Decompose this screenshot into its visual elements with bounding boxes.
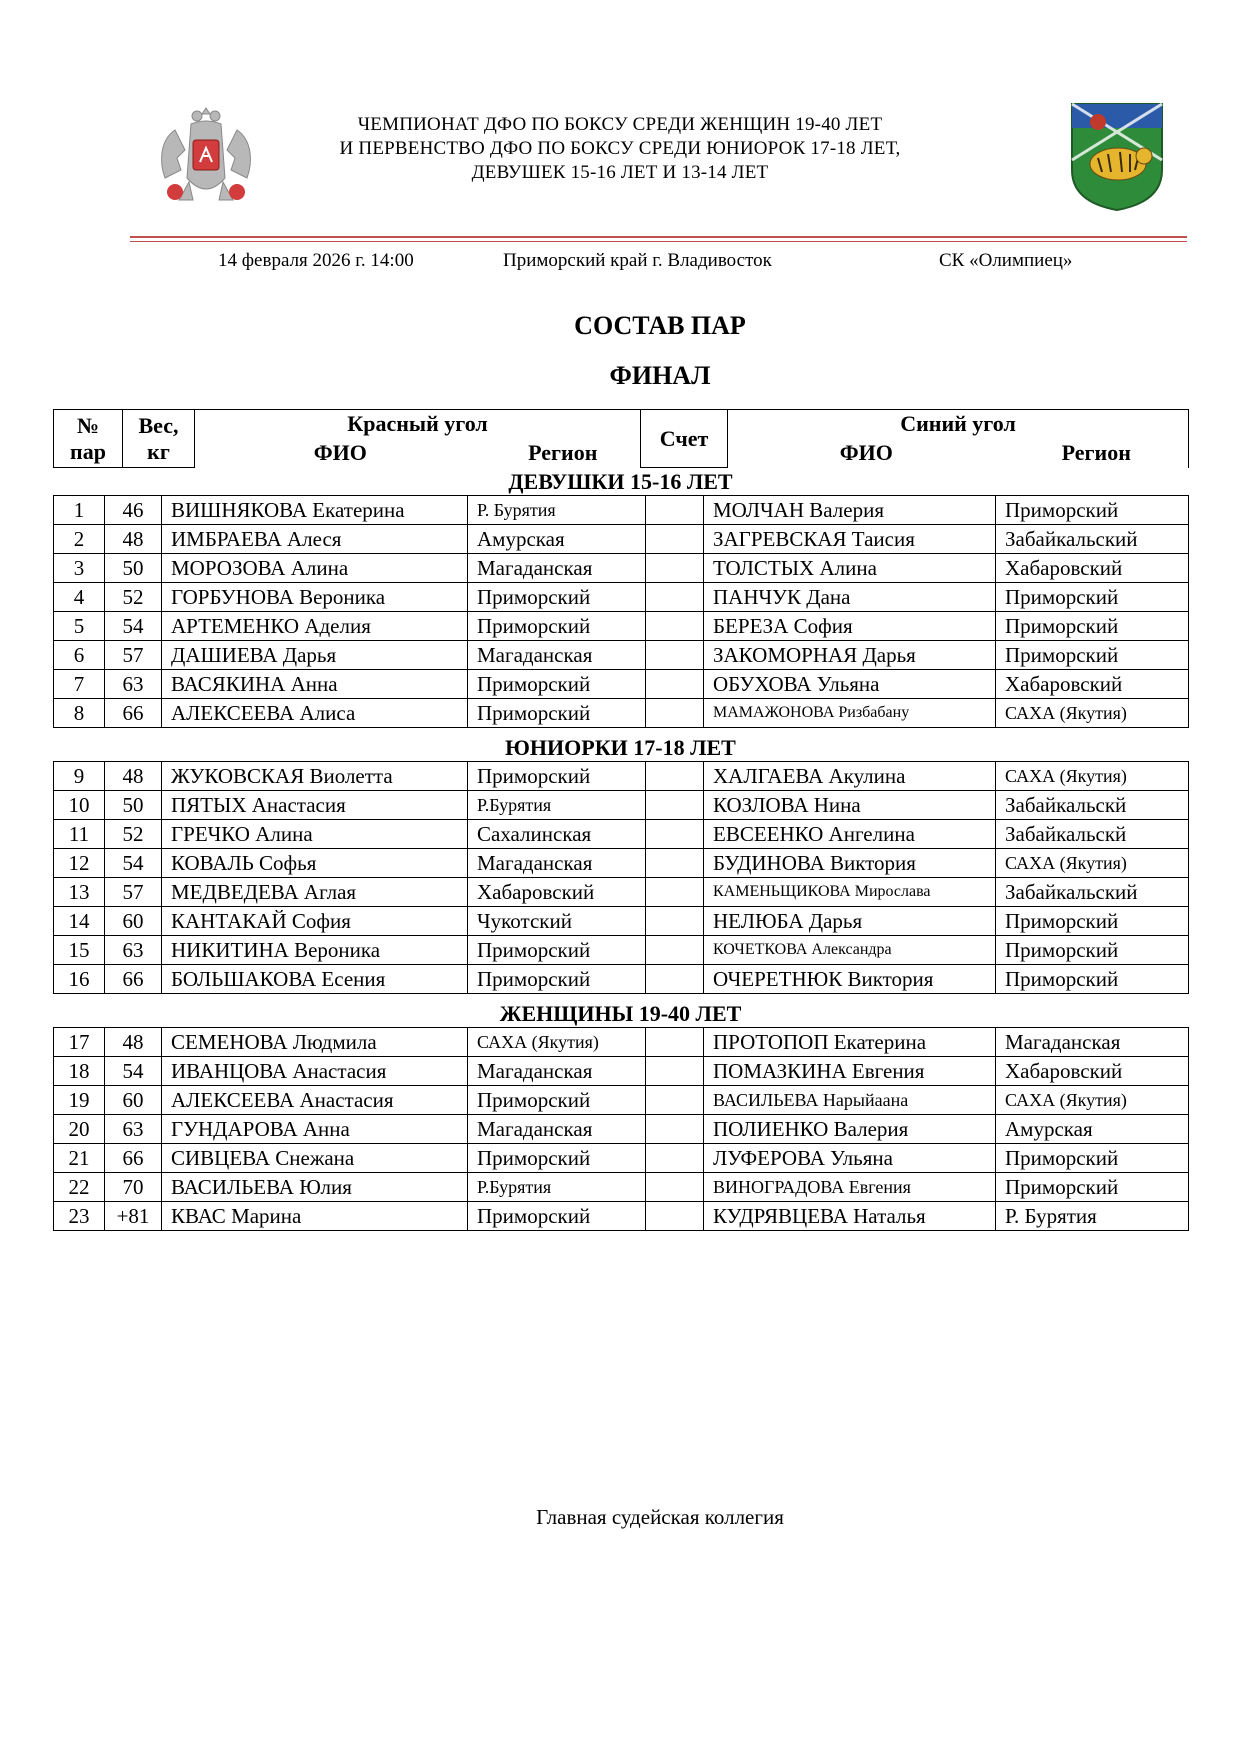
- blue-name-cell: БЕРЕЗА София: [704, 612, 996, 641]
- blue-name-cell: КАМЕНЬЩИКОВА Мирослава: [704, 878, 996, 907]
- blue-name-cell: МАМАЖОНОВА Ризбабану: [704, 699, 996, 728]
- red-region-cell: Амурская: [468, 525, 646, 554]
- table-row: [54, 849, 1189, 878]
- red-region-cell: Магаданская: [468, 849, 646, 878]
- table-row: [54, 583, 1189, 612]
- section-title-girls-15-16: ДЕВУШКИ 15-16 ЛЕТ: [508, 469, 733, 494]
- event-venue: СК «Олимпиец»: [939, 250, 1073, 271]
- blue-region-cell: САХА (Якутия): [996, 699, 1189, 728]
- table-row: [54, 525, 1189, 554]
- red-region-cell: Приморский: [468, 699, 646, 728]
- red-region-cell: Приморский: [468, 612, 646, 641]
- pairs-table-juniors-17-18: [53, 761, 1189, 994]
- weight-cell: 52: [105, 820, 162, 849]
- red-name-cell: АЛЕКСЕЕВА Алиса: [162, 699, 468, 728]
- blue-name-cell: КОЧЕТКОВА Александра: [704, 936, 996, 965]
- weight-cell: 66: [105, 1144, 162, 1173]
- blue-region-cell: САХА (Якутия): [996, 1086, 1189, 1115]
- title-line-3: ДЕВУШЕК 15-16 ЛЕТ И 13-14 ЛЕТ: [471, 162, 769, 183]
- weight-cell: 70: [105, 1173, 162, 1202]
- red-name-cell: ПЯТЫХ Анастасия: [162, 791, 468, 820]
- weight-cell: 50: [105, 554, 162, 583]
- championship-title: [300, 113, 940, 185]
- red-name-cell: КАНТАКАЙ София: [162, 907, 468, 936]
- red-region-cell: Приморский: [468, 965, 646, 994]
- pair-number-cell: 16: [54, 965, 105, 994]
- pair-number-cell: 13: [54, 878, 105, 907]
- red-region-cell: Сахалинская: [468, 820, 646, 849]
- blue-region-cell: Приморский: [996, 583, 1189, 612]
- table-row: [54, 1144, 1189, 1173]
- blue-region-cell: Приморский: [996, 496, 1189, 525]
- weight-cell: 48: [105, 525, 162, 554]
- red-region-cell: Приморский: [468, 762, 646, 791]
- table-row: [54, 820, 1189, 849]
- red-name-cell: НИКИТИНА Вероника: [162, 936, 468, 965]
- score-cell: [646, 907, 704, 936]
- weight-cell: 57: [105, 878, 162, 907]
- page-title: СОСТАВ ПАР: [574, 311, 746, 340]
- blue-region-cell: Приморский: [996, 1173, 1189, 1202]
- red-region-cell: Приморский: [468, 1144, 646, 1173]
- federation-eagle-emblem: [155, 100, 257, 210]
- blue-name-cell: ОЧЕРЕТНЮК Виктория: [704, 965, 996, 994]
- weight-cell: 66: [105, 965, 162, 994]
- red-name-cell: ГРЕЧКО Алина: [162, 820, 468, 849]
- chief-judges-signature: Главная судейская коллегия: [536, 1505, 784, 1529]
- header-red-corner: Красный угол: [195, 410, 641, 439]
- header-red-name: ФИО: [195, 439, 486, 468]
- table-row: [54, 670, 1189, 699]
- red-region-cell: Чукотский: [468, 907, 646, 936]
- score-cell: [646, 965, 704, 994]
- header-pair-number-bottom: пар: [70, 438, 106, 464]
- red-region-cell: Магаданская: [468, 1115, 646, 1144]
- blue-region-cell: САХА (Якутия): [996, 762, 1189, 791]
- table-row: [54, 699, 1189, 728]
- blue-name-cell: ПОЛИЕНКО Валерия: [704, 1115, 996, 1144]
- blue-name-cell: КОЗЛОВА Нина: [704, 791, 996, 820]
- blue-name-cell: ЕВСЕЕНКО Ангелина: [704, 820, 996, 849]
- score-cell: [646, 670, 704, 699]
- pair-number-cell: 10: [54, 791, 105, 820]
- red-name-cell: БОЛЬШАКОВА Есения: [162, 965, 468, 994]
- red-region-cell: САХА (Якутия): [468, 1028, 646, 1057]
- score-cell: [646, 1202, 704, 1231]
- table-row: [54, 612, 1189, 641]
- weight-cell: 46: [105, 496, 162, 525]
- red-region-cell: Хабаровский: [468, 878, 646, 907]
- blue-region-cell: Приморский: [996, 1144, 1189, 1173]
- score-cell: [646, 762, 704, 791]
- blue-name-cell: ЗАГРЕВСКАЯ Таисия: [704, 525, 996, 554]
- red-name-cell: ВАСИЛЬЕВА Юлия: [162, 1173, 468, 1202]
- table-row: [54, 1115, 1189, 1144]
- title-line-1: ЧЕМПИОНАТ ДФО ПО БОКСУ СРЕДИ ЖЕНЩИН 19-40 ЛЕТ: [357, 114, 883, 135]
- weight-cell: 54: [105, 1057, 162, 1086]
- red-name-cell: МЕДВЕДЕВА Аглая: [162, 878, 468, 907]
- page-subtitle: ФИНАЛ: [609, 361, 711, 390]
- table-row: [54, 1173, 1189, 1202]
- red-region-cell: Магаданская: [468, 554, 646, 583]
- red-region-cell: Р.Бурятия: [468, 791, 646, 820]
- primorsky-coat-of-arms-emblem: [1068, 100, 1166, 212]
- blue-name-cell: ПРОТОПОП Екатерина: [704, 1028, 996, 1057]
- blue-name-cell: ЗАКОМОРНАЯ Дарья: [704, 641, 996, 670]
- header-divider: [130, 236, 1187, 238]
- pair-number-cell: 2: [54, 525, 105, 554]
- score-cell: [646, 496, 704, 525]
- title-line-2: И ПЕРВЕНСТВО ДФО ПО БОКСУ СРЕДИ ЮНИОРОК 17-18 ЛЕТ,: [339, 138, 901, 159]
- blue-region-cell: Амурская: [996, 1115, 1189, 1144]
- score-cell: [646, 1028, 704, 1057]
- weight-cell: 48: [105, 762, 162, 791]
- blue-region-cell: Забайкальскй: [996, 791, 1189, 820]
- red-name-cell: СЕМЕНОВА Людмила: [162, 1028, 468, 1057]
- score-cell: [646, 1115, 704, 1144]
- header-divider-thin: [130, 241, 1187, 242]
- table-row: [54, 936, 1189, 965]
- table-row: [54, 878, 1189, 907]
- section-title-women-19-40: ЖЕНЩИНЫ 19-40 ЛЕТ: [499, 1001, 742, 1026]
- pair-number-cell: 7: [54, 670, 105, 699]
- event-date: 14 февраля 2026 г. 14:00: [218, 250, 414, 271]
- table-row: [54, 496, 1189, 525]
- red-name-cell: ГОРБУНОВА Вероника: [162, 583, 468, 612]
- pair-number-cell: 6: [54, 641, 105, 670]
- red-name-cell: ИМБРАЕВА Алеся: [162, 525, 468, 554]
- pair-number-cell: 9: [54, 762, 105, 791]
- score-cell: [646, 1173, 704, 1202]
- blue-region-cell: Приморский: [996, 907, 1189, 936]
- blue-region-cell: Забайкальскй: [996, 820, 1189, 849]
- pair-number-cell: 3: [54, 554, 105, 583]
- header-blue-region: Регион: [1005, 439, 1189, 468]
- header-red-region: Регион: [486, 439, 641, 468]
- header-score: Счет: [641, 410, 728, 468]
- score-cell: [646, 583, 704, 612]
- red-region-cell: Приморский: [468, 670, 646, 699]
- score-cell: [646, 878, 704, 907]
- score-cell: [646, 791, 704, 820]
- red-name-cell: ВАСЯКИНА Анна: [162, 670, 468, 699]
- pair-number-cell: 11: [54, 820, 105, 849]
- blue-region-cell: Приморский: [996, 612, 1189, 641]
- blue-name-cell: ОБУХОВА Ульяна: [704, 670, 996, 699]
- table-row: [54, 1028, 1189, 1057]
- weight-cell: 57: [105, 641, 162, 670]
- score-cell: [646, 1086, 704, 1115]
- header-pair-number: [54, 410, 123, 468]
- pairs-table-girls-15-16: [53, 495, 1189, 728]
- table-row: [54, 791, 1189, 820]
- blue-region-cell: Хабаровский: [996, 554, 1189, 583]
- red-name-cell: МОРОЗОВА Алина: [162, 554, 468, 583]
- blue-name-cell: ВИНОГРАДОВА Евгения: [704, 1173, 996, 1202]
- pair-number-cell: 20: [54, 1115, 105, 1144]
- score-cell: [646, 936, 704, 965]
- pairs-table-women-19-40: [53, 1027, 1189, 1231]
- red-name-cell: ГУНДАРОВА Анна: [162, 1115, 468, 1144]
- table-row: [54, 965, 1189, 994]
- red-region-cell: Магаданская: [468, 641, 646, 670]
- score-cell: [646, 849, 704, 878]
- blue-name-cell: ВАСИЛЬЕВА Нарыйаана: [704, 1086, 996, 1115]
- blue-region-cell: Магаданская: [996, 1028, 1189, 1057]
- weight-cell: 52: [105, 583, 162, 612]
- header-weight-top: Вес,: [138, 412, 179, 438]
- weight-cell: 66: [105, 699, 162, 728]
- table-header: [53, 409, 1189, 468]
- weight-cell: 54: [105, 612, 162, 641]
- score-cell: [646, 525, 704, 554]
- table-row: [54, 907, 1189, 936]
- weight-cell: 50: [105, 791, 162, 820]
- red-region-cell: Р. Бурятия: [468, 496, 646, 525]
- red-name-cell: ЖУКОВСКАЯ Виолетта: [162, 762, 468, 791]
- red-name-cell: ДАШИЕВА Дарья: [162, 641, 468, 670]
- blue-name-cell: НЕЛЮБА Дарья: [704, 907, 996, 936]
- pair-number-cell: 23: [54, 1202, 105, 1231]
- blue-name-cell: ПАНЧУК Дана: [704, 583, 996, 612]
- header-weight: [123, 410, 195, 468]
- section-title-juniors-17-18: ЮНИОРКИ 17-18 ЛЕТ: [505, 735, 736, 760]
- red-name-cell: ВИШНЯКОВА Екатерина: [162, 496, 468, 525]
- weight-cell: +81: [105, 1202, 162, 1231]
- pair-number-cell: 5: [54, 612, 105, 641]
- red-region-cell: Магаданская: [468, 1057, 646, 1086]
- red-name-cell: КОВАЛЬ Софья: [162, 849, 468, 878]
- pair-number-cell: 18: [54, 1057, 105, 1086]
- table-row: [54, 1086, 1189, 1115]
- red-region-cell: Приморский: [468, 583, 646, 612]
- pair-number-cell: 12: [54, 849, 105, 878]
- weight-cell: 48: [105, 1028, 162, 1057]
- header-weight-bottom: кг: [147, 438, 170, 464]
- red-region-cell: Приморский: [468, 1202, 646, 1231]
- pair-number-cell: 15: [54, 936, 105, 965]
- score-cell: [646, 641, 704, 670]
- pair-number-cell: 19: [54, 1086, 105, 1115]
- blue-name-cell: МОЛЧАН Валерия: [704, 496, 996, 525]
- table-row: [54, 762, 1189, 791]
- table-row: [54, 641, 1189, 670]
- blue-region-cell: Хабаровский: [996, 670, 1189, 699]
- blue-name-cell: БУДИНОВА Виктория: [704, 849, 996, 878]
- pair-number-cell: 17: [54, 1028, 105, 1057]
- table-row: [54, 1057, 1189, 1086]
- red-name-cell: СИВЦЕВА Снежана: [162, 1144, 468, 1173]
- blue-name-cell: ПОМАЗКИНА Евгения: [704, 1057, 996, 1086]
- blue-region-cell: Приморский: [996, 936, 1189, 965]
- score-cell: [646, 820, 704, 849]
- pair-number-cell: 21: [54, 1144, 105, 1173]
- blue-region-cell: Р. Бурятия: [996, 1202, 1189, 1231]
- weight-cell: 60: [105, 907, 162, 936]
- blue-region-cell: Приморский: [996, 641, 1189, 670]
- red-region-cell: Приморский: [468, 936, 646, 965]
- table-row: [54, 554, 1189, 583]
- blue-name-cell: ТОЛСТЫХ Алина: [704, 554, 996, 583]
- pair-number-cell: 4: [54, 583, 105, 612]
- score-cell: [646, 554, 704, 583]
- weight-cell: 63: [105, 1115, 162, 1144]
- table-row: [54, 1202, 1189, 1231]
- pair-number-cell: 22: [54, 1173, 105, 1202]
- score-cell: [646, 612, 704, 641]
- pair-number-cell: 1: [54, 496, 105, 525]
- red-name-cell: КВАС Марина: [162, 1202, 468, 1231]
- weight-cell: 54: [105, 849, 162, 878]
- blue-region-cell: Хабаровский: [996, 1057, 1189, 1086]
- weight-cell: 63: [105, 670, 162, 699]
- red-region-cell: Приморский: [468, 1086, 646, 1115]
- weight-cell: 63: [105, 936, 162, 965]
- blue-name-cell: ХАЛГАЕВА Акулина: [704, 762, 996, 791]
- red-name-cell: АЛЕКСЕЕВА Анастасия: [162, 1086, 468, 1115]
- score-cell: [646, 1144, 704, 1173]
- pair-number-cell: 14: [54, 907, 105, 936]
- red-name-cell: АРТЕМЕНКО Аделия: [162, 612, 468, 641]
- blue-region-cell: Приморский: [996, 965, 1189, 994]
- score-cell: [646, 1057, 704, 1086]
- blue-name-cell: ЛУФЕРОВА Ульяна: [704, 1144, 996, 1173]
- pair-number-cell: 8: [54, 699, 105, 728]
- blue-name-cell: КУДРЯВЦЕВА Наталья: [704, 1202, 996, 1231]
- header-blue-name: ФИО: [728, 439, 1005, 468]
- header-pair-number-top: №: [76, 412, 100, 438]
- score-cell: [646, 699, 704, 728]
- blue-region-cell: Забайкальский: [996, 878, 1189, 907]
- blue-region-cell: САХА (Якутия): [996, 849, 1189, 878]
- red-region-cell: Р.Бурятия: [468, 1173, 646, 1202]
- weight-cell: 60: [105, 1086, 162, 1115]
- red-name-cell: ИВАНЦОВА Анастасия: [162, 1057, 468, 1086]
- event-location: Приморский край г. Владивосток: [503, 250, 772, 271]
- blue-region-cell: Забайкальский: [996, 525, 1189, 554]
- header-blue-corner: Синий угол: [728, 410, 1189, 439]
